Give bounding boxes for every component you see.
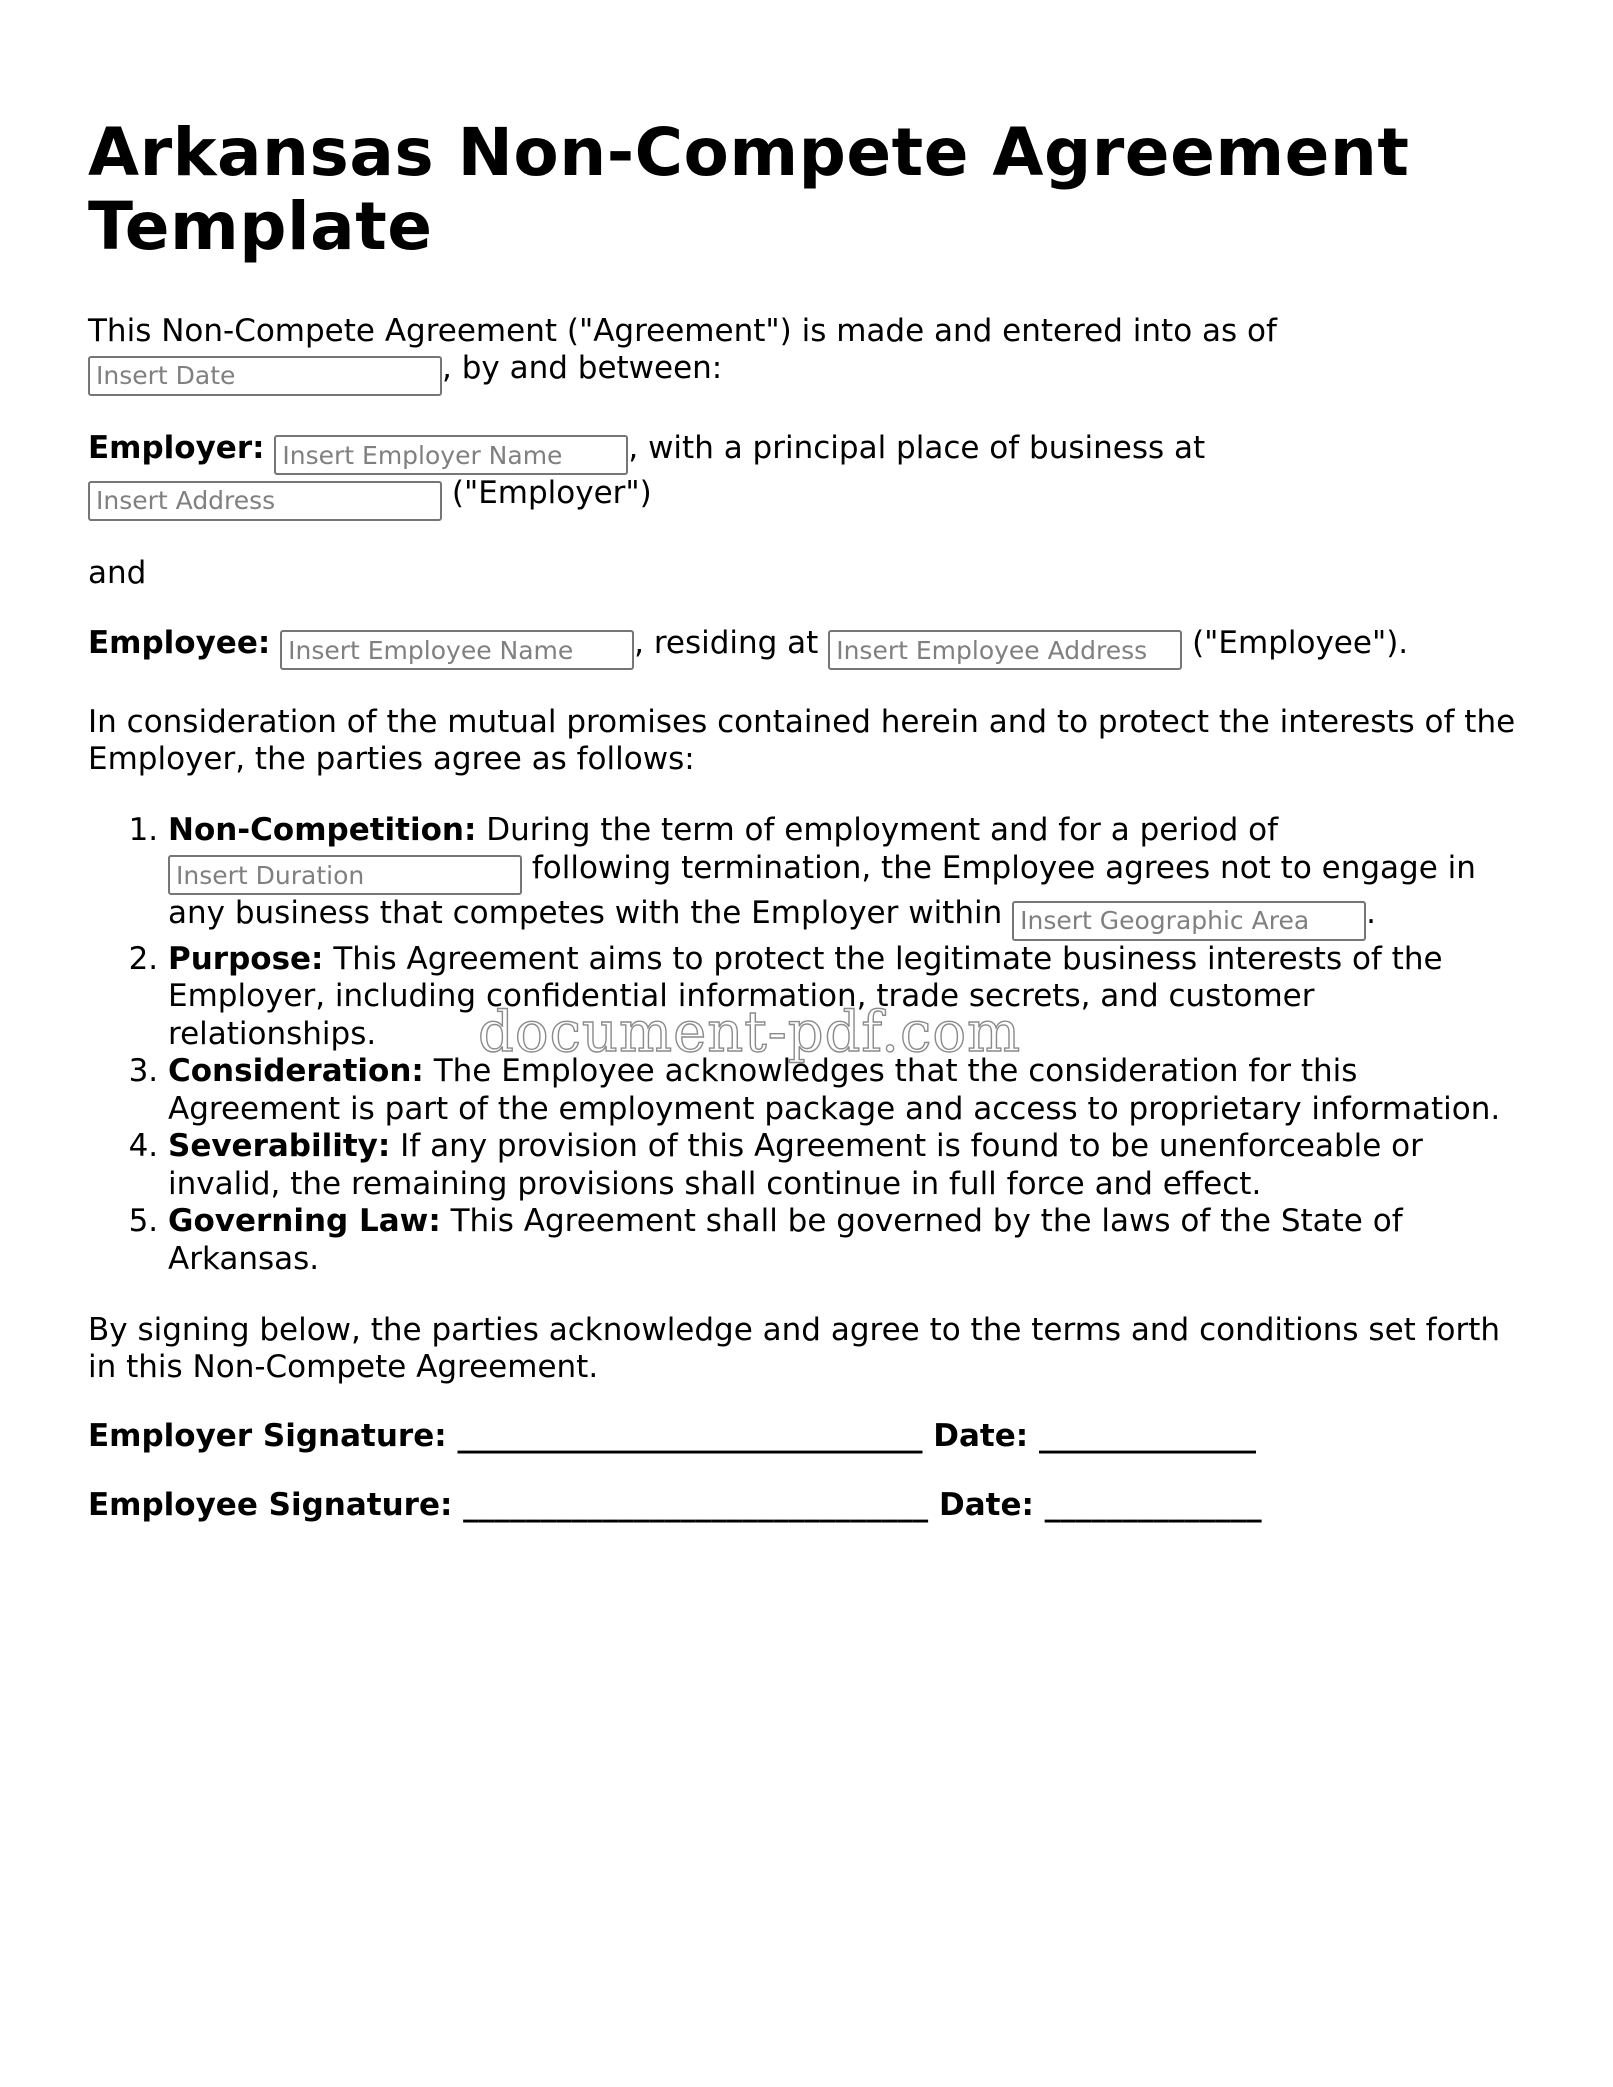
terms-list [88,812,1528,1278]
employer-suffix: ("Employer") [451,475,652,511]
employer-signature-blank: ______________________________ [457,1418,923,1454]
intro-after-date: , by and between: [442,350,723,386]
employer-name-input[interactable] [274,435,628,475]
watermark: document-pdf.com [478,1000,1022,1065]
term-text: . [1366,895,1376,931]
intro-paragraph [88,313,1528,396]
signing-paragraph: By signing below, the parties acknowledge and agree to the terms and conditions set forth in this Non-Compete Agreement. [88,1312,1501,1385]
employer-date-blank: ______________ [1038,1418,1256,1454]
term-label: Consideration: [168,1053,424,1089]
employee-label: Employee: [88,624,271,661]
employer-address-input[interactable] [88,481,442,521]
term-severability [168,1128,1528,1203]
term-text: This Agreement aims to protect the legitimate business interests of the Employer, including confidential information, trade secrets, and customer relationships. [168,940,1443,1052]
employer-label: Employer: [88,429,265,466]
term-purpose [168,941,1528,1054]
consideration-intro: In consideration of the mutual promises contained herein and to protect the interests of the Employer, the parties agree as follows: [88,704,1516,777]
term-text: following termination, the Employee agrees not to engage in any business that competes with the Employer within [168,849,1476,931]
term-non-competition [168,812,1528,941]
term-label: Purpose: [168,940,324,977]
employee-signature-blank: ______________________________ [463,1487,929,1523]
page-title: Arkansas Non-Compete Agreement Template [88,114,1410,265]
term-text: If any provision of this Agreement is found to be unenforceable or invalid, the remaining provisions shall continue in full force and effect. [168,1128,1423,1202]
employee-signature-line [88,1487,1528,1524]
employee-paragraph [88,625,1528,671]
and-text: and [88,554,147,591]
employee-address-input[interactable] [828,630,1182,670]
term-text: This Agreement shall be governed by the laws of the State of Arkansas. [168,1203,1403,1277]
term-label: Non-Competition: [168,812,477,848]
agreement-date-input[interactable] [88,356,442,396]
term-consideration [168,1053,1528,1128]
term-text: During the term of employment and for a period of [486,812,1279,848]
document-page [88,0,1528,1524]
geographic-area-input[interactable] [1012,901,1366,941]
term-label: Severability: [168,1128,391,1164]
term-text: The Employee acknowledges that the consideration for this Agreement is part of the employment package and access to proprietary information. [168,1053,1501,1127]
term-governing-law [168,1203,1528,1278]
intro-text: This Non-Compete Agreement ("Agreement") is made and entered into as of [88,313,1277,349]
term-label: Governing Law: [168,1203,441,1239]
employer-signature-line [88,1418,1528,1455]
employee-date-blank: ______________ [1044,1487,1262,1523]
employer-signature-label: Employer Signature: [88,1418,447,1454]
duration-input[interactable] [168,855,522,895]
employer-mid-text: , with a principal place of business at [628,429,1206,466]
employee-mid-text: , residing at [634,624,819,661]
employee-name-input[interactable] [280,630,634,670]
employee-suffix: ("Employee"). [1192,624,1409,661]
employee-signature-label: Employee Signature: [88,1487,453,1523]
employee-date-label: Date: [938,1487,1034,1523]
employer-date-label: Date: [933,1418,1029,1454]
employer-paragraph [88,430,1528,521]
